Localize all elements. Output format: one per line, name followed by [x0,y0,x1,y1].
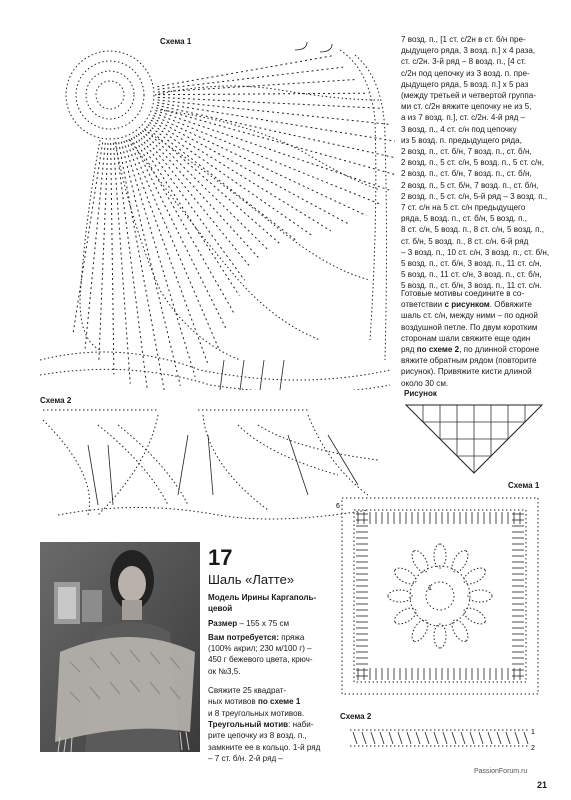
schema2-label: Схема 2 [40,396,72,405]
instructions-right-column: 7 возд. п., [1 ст. с/2н в ст. б/н пре- дыдущего ряда, 3 возд. п.] х 4 раза, ст. с/2н. 3-й ряд – 8 возд. п., [4 ст. с/2н под цепочку из 3 возд. п. пре- дыдущего ряда, 5 возд. п.] х 5 раз (между третьей и четвертой группа- ми ст. с/2н вяжите цепочку не из 5, а из 7 возд. п.], ст. с/2н. 4-й ряд – 3 возд. п., 4 ст. с/н под цепочку из 5 возд. п. предыдущего ряда, 2 возд. п., ст. б/н, 7 возд. п., ст. б/н, 2 возд. п., 5 ст. с/н, 5 возд. п., 5 ст. с/н, 2 возд. п., ст. б/н, 7 возд. п., ст. б/н, 2 возд. п., 5 ст. б/н, 7 возд. п., ст. б/н, 2 возд. п., 5 ст. с/н, 5-й ряд – 3 возд. п., 7 ст. с/н на 5 ст. с/н предыдущего ряда, 5 возд. п., ст. б/н, 5 возд. п., 8 ст. с/н, 5 возд. п., 8 ст. с/н, 5 возд. п., ст. б/н, 5 возд. п., 8 ст. с/н. 6-й ряд – 3 возд. п., 10 ст. с/н, 3 возд. п., ст. б/н, 5 возд. п., ст. б/н, 3 возд. п., 11 ст. с/н, 5 возд. п., 11 ст. с/н, 3 возд. п., ст. б/н, 5 возд. п., ст. б/н, 3 возд. п., 11 ст. с/н. [401,35,550,291]
project-number: 17 [208,545,233,570]
small-border-chart [345,722,545,760]
row-number-1: 1 [428,585,432,592]
page-number: 21 [537,780,548,790]
site-watermark: PassionForum.ru [474,768,528,775]
row-number-2: 2 [531,745,535,752]
shawl-assembly-figure [404,401,544,475]
row-number-6: 6 [336,503,340,510]
project-title: Шаль «Латте» [208,572,295,587]
shawl-model-photo [40,542,200,752]
row-number-1b: 1 [531,729,535,736]
assembly-instructions: Готовые мотивы соедините в со- ответствии с рисунком. Обвяжите шаль ст. с/н, между ними – по одной воздушной петле. По двум коротким сторонам шали свяжите еще один ряд по схеме 2, по длинной стороне вяжите обратным рядом (повторите рисунок). Привяжите кисти длиной около 30 см. [401,289,540,388]
top-schema-label: Схема 1 [160,37,192,46]
square-motif-chart [334,490,546,710]
figure-label: Рисунок [404,389,437,398]
project-details: Модель Ирины Каргаполь- цевой Размер – 155 х 75 см Вам потребуется: пряжа (100% акрил; 230 м/100 г) – 450 г бежевого цвета, крюч- ок №3,5. Свяжите 25 квадрат- ных мотивов по схеме 1 и 8 треугольных мотивов. Треугольный мотив: наби- рите цепочку из 8 возд. п., замкните ее в кольцо. 1-й ряд – 7 ст. б/н. 2-й ряд – [208,593,321,763]
motif-schema1-label: Схема 1 [508,481,540,490]
small-schema2-label: Схема 2 [340,712,372,721]
top-corner-crochet-chart [40,40,395,390]
